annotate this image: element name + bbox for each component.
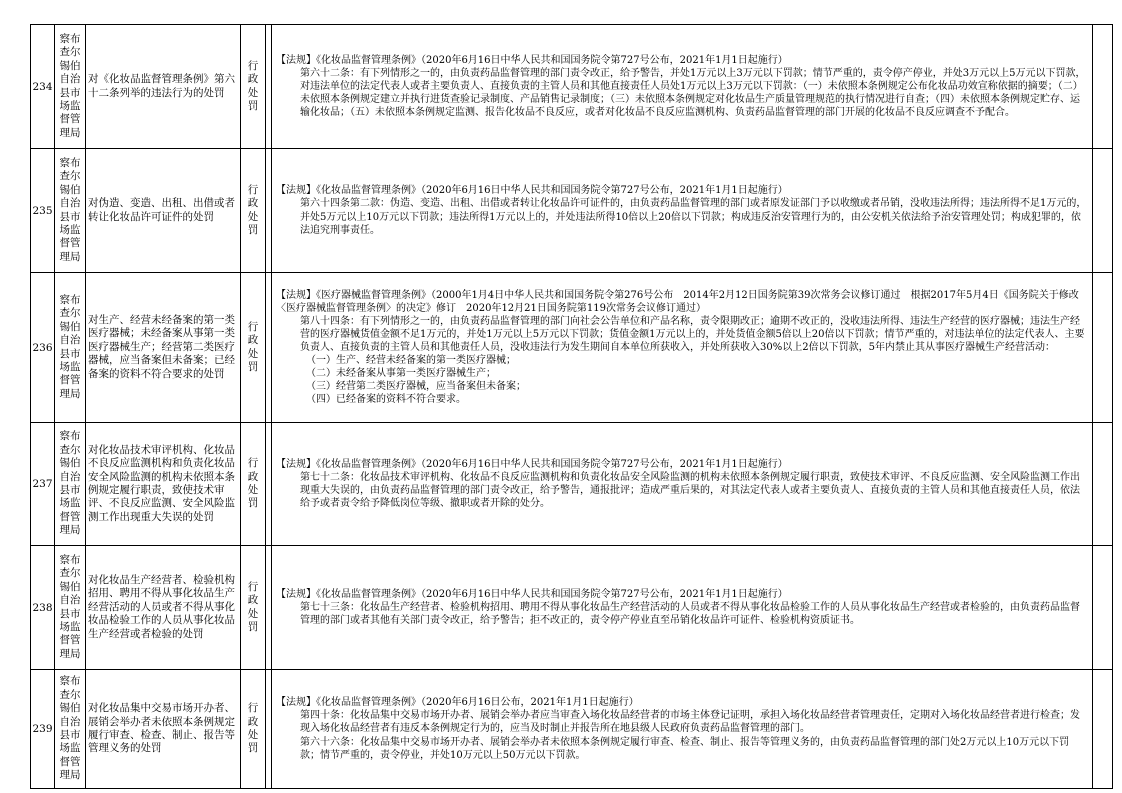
- table-row: [31, 25, 1113, 149]
- penalty-table: [30, 24, 1113, 789]
- penalty-type: 行政处罚: [241, 546, 266, 670]
- penalty-item: 对《化妆品监督管理条例》第六十二条列举的违法行为的处罚: [86, 25, 241, 149]
- table-row: [31, 273, 1113, 423]
- penalty-item: 对化妆品技术审评机构、化妆品不良反应监测机构和负责化妆品安全风险监测的机构未依照本条例规定履行职责，致使技术审评、不良反应监测、安全风险监测工作出现重大失误的处罚: [86, 423, 241, 546]
- penalty-item: 对伪造、变造、出租、出借或者转让化妆品许可证件的处罚: [86, 149, 241, 273]
- legal-basis-paragraph: 第六十六条：化妆品集中交易市场开办者、展销会举办者未依照本条例规定履行审查、检查、制止、报告等管理义务的，由负责药品监督管理的部门处2万元以上10万元以下罚款；情节严重的，责令停业，并处10万元以上50万元以下罚款。: [300, 736, 1070, 761]
- row-number: 237: [31, 423, 55, 546]
- legal-basis: [272, 670, 1093, 789]
- penalty-type: 行政处罚: [241, 273, 266, 423]
- legal-basis: [272, 546, 1093, 670]
- remarks-cell: [1093, 670, 1113, 789]
- legal-basis-paragraph: 【法规】《化妆品监督管理条例》（2020年6月16日中华人民共和国国务院令第727号公布，2021年1月1日起施行）: [276, 185, 788, 197]
- table-row: [31, 546, 1113, 670]
- legal-basis-paragraph: 第六十四条第二款：伪造、变造、出租、出借或者转让化妆品许可证件的，由负责药品监督管理的部门或者原发证部门予以收缴或者吊销，没收违法所得；违法所得不足1万元的，并处5万元以上10万元以下罚款；违法所得1万元以上的，并处违法所得10倍以上20倍以下罚款；构成违反治安管理行为的，由公安机关依法给予治安管理处罚；构成犯罪的，依法追究刑事责任。: [300, 198, 1087, 236]
- legal-basis-paragraph: 第七十二条：化妆品技术审评机构、化妆品不良反应监测机构和负责化妆品安全风险监测的机构未依照本条例规定履行职责，致使技术审评、不良反应监测、安全风险监测工作出现重大失误的，由负责药品监督管理的部门责令改正，给予警告，通报批评；造成严重后果的，对其法定代表人或者主要负责人、直接负责的主管人员和其他直接责任人员，依法给予或者责令给予降低岗位等级、撤职或者开除的处分。: [300, 471, 1080, 510]
- penalty-item: 对化妆品集中交易市场开办者、展销会举办者未依照本条例规定履行审查、检查、制止、报告等管理义务的处罚: [86, 670, 241, 789]
- enforcement-agency: 察布查尔锡伯自治县市场监督管理局: [55, 149, 86, 273]
- row-number: 235: [31, 149, 55, 273]
- penalty-item: 对生产、经营未经备案的第一类医疗器械；未经备案从事第一类医疗器械生产；经营第二类医疗器械，应当备案但未备案；已经备案的资料不符合要求的处罚: [86, 273, 241, 423]
- legal-basis-paragraph: （一）生产、经营未经备案的第一类医疗器械；: [306, 355, 516, 367]
- enforcement-agency: 察布查尔锡伯自治县市场监督管理局: [55, 25, 86, 149]
- legal-basis: [272, 273, 1093, 423]
- legal-basis-paragraph: 第八十四条：有下列情形之一的，由负责药品监督管理的部门向社会公告单位和产品名称，责令限期改正；逾期不改正的，没收违法所得、违法生产经营的医疗器械；违法生产经营的医疗器械货值金额不足1万元的，并处1万元以上5万元以下罚款；货值金额1万元以上的，并处货值金额5倍以上20倍以下罚款；情节严重的，对违法单位的法定代表人、主要负责人、直接负责的主管人员和其他责任人员，没收违法行为发生期间自本单位所获收入，并处所获收入30%以上2倍以下罚款，5年内禁止其从事医疗器械生产经营活动：: [300, 315, 1085, 353]
- legal-basis-paragraph: 【法规】《化妆品监督管理条例》（2020年6月16日中华人民共和国国务院令第727号公布，2021年1月1日起施行）: [276, 458, 788, 470]
- remarks-cell: [1093, 273, 1113, 423]
- enforcement-agency: 察布查尔锡伯自治县市场监督管理局: [55, 670, 86, 789]
- table-row: [31, 670, 1113, 789]
- legal-basis-paragraph: （二）未经备案从事第一类医疗器械生产；: [306, 368, 496, 380]
- penalty-type: 行政处罚: [241, 25, 266, 149]
- legal-basis-paragraph: 第七十三条：化妆品生产经营者、检验机构招用、聘用不得从事化妆品生产经营活动的人员或者不得从事化妆品检验工作的人员从事化妆品生产经营或者检验的，由负责药品监督管理的部门或者其他有关部门责令改正，给予警告；拒不改正的，责令停产停业直至吊销化妆品许可证件、检验机构资质证书。: [300, 601, 1080, 627]
- remarks-cell: [1093, 25, 1113, 149]
- row-number: 234: [31, 25, 55, 149]
- remarks-cell: [1093, 423, 1113, 546]
- legal-basis-paragraph: 【法规】《化妆品监督管理条例》（2020年6月16日中华人民共和国国务院令第727号公布，2021年1月1日起施行）: [276, 54, 788, 66]
- legal-basis-paragraph: 【法规】《医疗器械监督管理条例》（2000年1月4日中华人民共和国国务院令第276号公布 2014年2月12日国务院第39次常务会议修订通过 根据2017年5月4日《国务院关于修改〈医疗器械监督管理条例〉的决定》修订 2020年12月21日国务院第119次常务会议修订通过）: [276, 289, 1079, 314]
- legal-basis: [272, 149, 1093, 273]
- table-row: [31, 423, 1113, 546]
- enforcement-agency: 察布查尔锡伯自治县市场监督管理局: [55, 546, 86, 670]
- table-row: [31, 149, 1113, 273]
- legal-basis-paragraph: 第六十二条：有下列情形之一的，由负责药品监督管理的部门责令改正，给予警告，并处1万元以上3万元以下罚款；情节严重的，责令停产停业，并处3万元以上5万元以下罚款，对违法单位的法定代表人或者主要负责人、直接负责的主管人员和其他直接责任人员处1万元以上3万元以下罚款：（一）未依照本条例规定公布化妆品功效宣称依据的摘要；（二）未依照本条例规定建立并执行进货查验记录制度、产品销售记录制度；（三）未依照本条例规定对化妆品生产质量管理规范的执行情况进行自查；（四）未依照本条例规定贮存、运输化妆品；（五）未依照本条例规定监测、报告化妆品不良反应，或者对化妆品不良反应监测机构、负责药品监督管理的部门开展的化妆品不良反应调查不予配合。: [300, 67, 1086, 119]
- legal-basis-paragraph: 【法规】《化妆品监督管理条例》（2020年6月16日中华人民共和国国务院令第727号公布，2021年1月1日起施行）: [276, 588, 788, 600]
- remarks-cell: [1093, 546, 1113, 670]
- row-number: 239: [31, 670, 55, 789]
- row-number: 238: [31, 546, 55, 670]
- row-number: 236: [31, 273, 55, 423]
- enforcement-agency: 察布查尔锡伯自治县市场监督管理局: [55, 273, 86, 423]
- remarks-cell: [1093, 149, 1113, 273]
- legal-basis-paragraph: 【法规】《化妆品监督管理条例》（2020年6月16日公布，2021年1月1日起施行）: [276, 697, 639, 709]
- penalty-type: 行政处罚: [241, 423, 266, 546]
- penalty-type: 行政处罚: [241, 149, 266, 273]
- legal-basis-paragraph: （三）经营第二类医疗器械，应当备案但未备案；: [306, 381, 526, 393]
- legal-basis-paragraph: （四）已经备案的资料不符合要求。: [306, 394, 466, 406]
- enforcement-agency: 察布查尔锡伯自治县市场监督管理局: [55, 423, 86, 546]
- penalty-type: 行政处罚: [241, 670, 266, 789]
- legal-basis: [272, 423, 1093, 546]
- legal-basis: [272, 25, 1093, 149]
- penalty-item: 对化妆品生产经营者、检验机构招用、聘用不得从事化妆品生产经营活动的人员或者不得从事化妆品检验工作的人员从事化妆品生产经营或者检验的处罚: [86, 546, 241, 670]
- legal-basis-paragraph: 第四十条：化妆品集中交易市场开办者、展销会举办者应当审查入场化妆品经营者的市场主体登记证明，承担入场化妆品经营者管理责任，定期对入场化妆品经营者进行检查；发现入场化妆品经营者有违反本条例规定行为的，应当及时制止并报告所在地县级人民政府负责药品监督管理的部门。: [300, 710, 1080, 735]
